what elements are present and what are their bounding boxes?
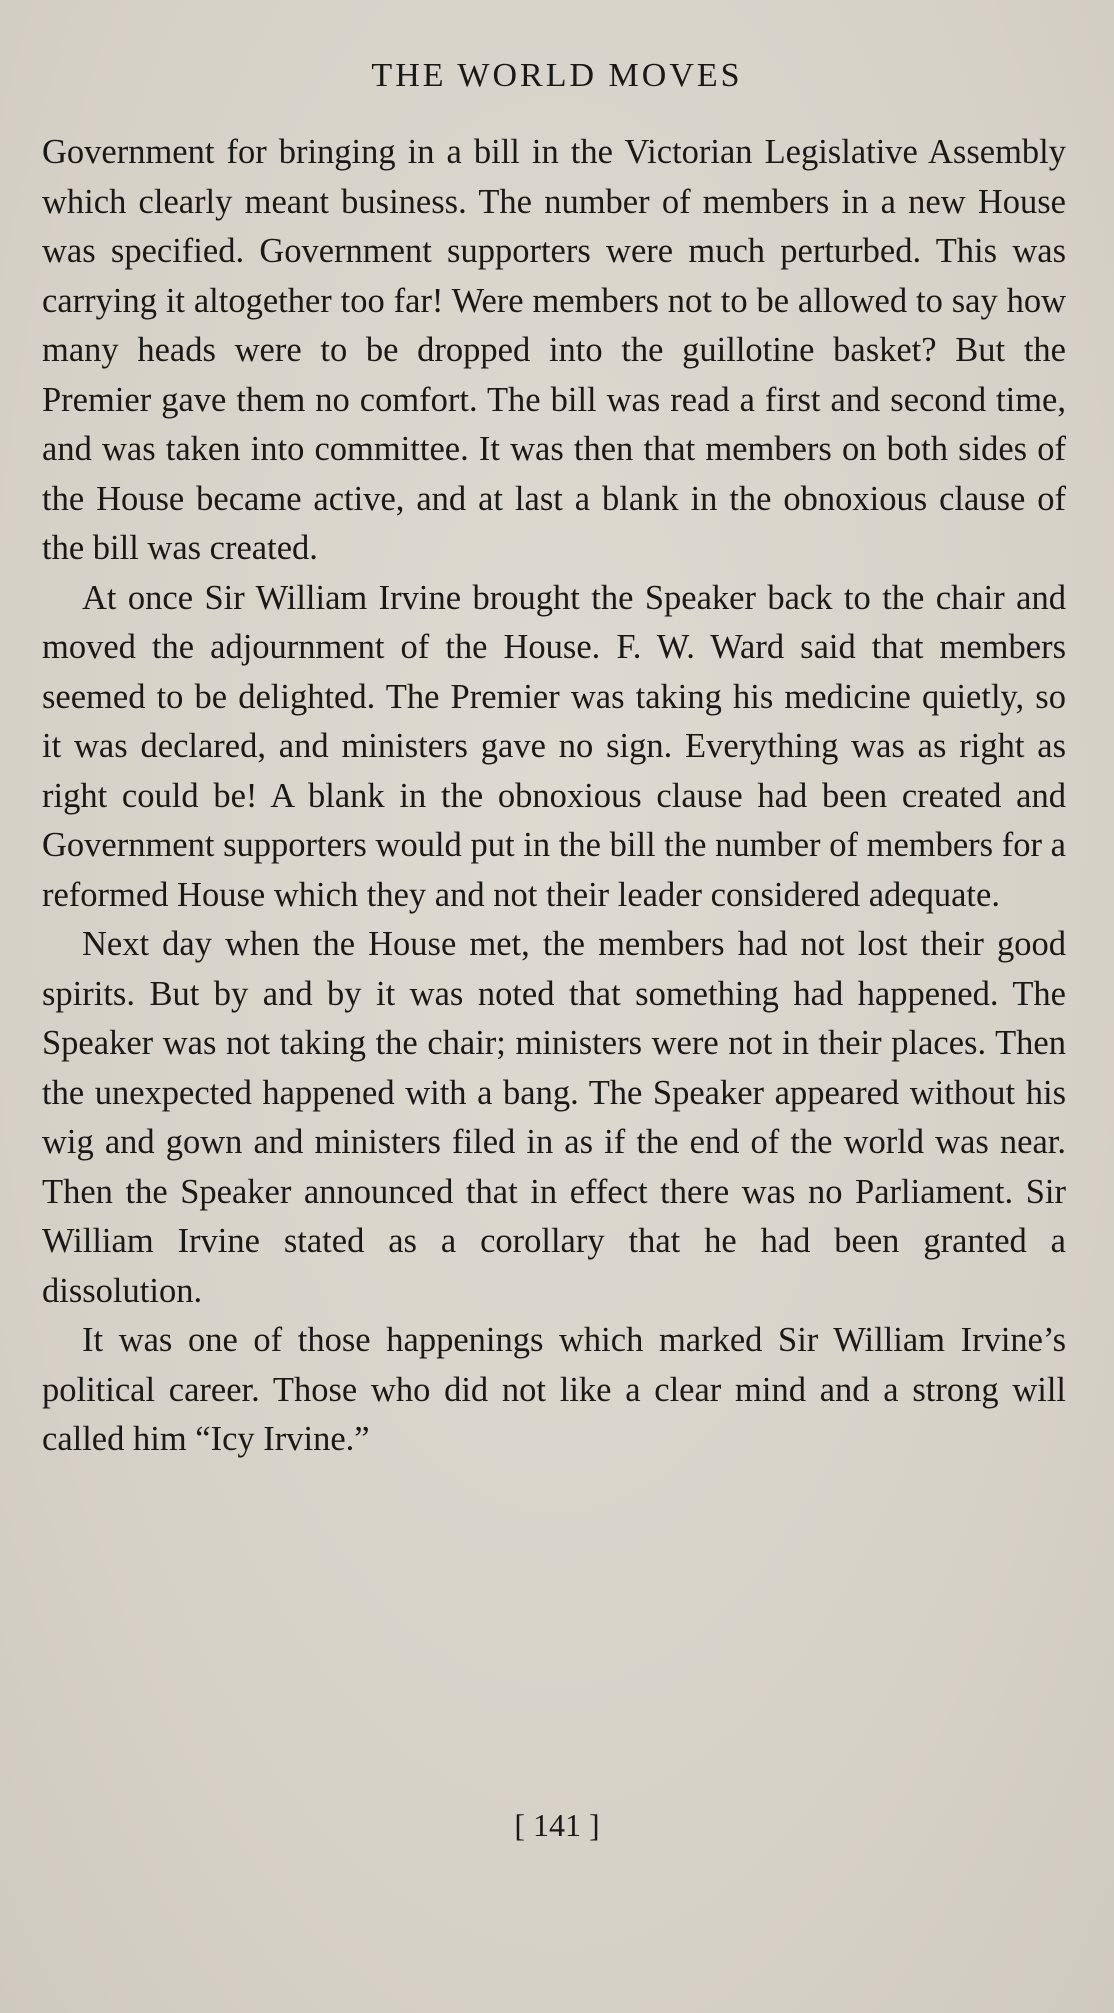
paragraph-1: Government for bringing in a bill in the Victorian Legislative Assembly which clearly meant business. The number of members in a new House was specified. Government supporters were much perturbed. This was carrying it altogether too far! Were members not to be allowed to say how many heads were to be dropped into the guillotine basket? But the Premier gave them no comfort. The bill was read a first and second time, and was taken into committee. It was then that members on both sides of the House became active, and at last a blank in the obnoxious clause of the bill was created. [42, 133, 1066, 567]
body-text [42, 128, 1066, 1465]
running-head: THE WORLD MOVES [371, 57, 743, 94]
paragraph-3: Next day when the House met, the members had not lost their good spirits. But by and by it was noted that something had happened. The Speaker was not taking the chair; ministers were not in their places. Then the unexpected happened with a bang. The Speaker appeared without his wig and gown and ministers filed in as if the end of the world was near. Then the Speaker announced that in effect there was no Parliament. Sir William Irvine stated as a corollary that he had been granted a dissolution. [42, 925, 1066, 1310]
paragraph-2: At once Sir William Irvine brought the Speaker back to the chair and moved the adjournment of the House. F. W. Ward said that members seemed to be delighted. The Premier was taking his medicine quietly, so it was declared, and ministers gave no sign. Everything was as right as right could be! A blank in the obnoxious clause had been created and Government supporters would put in the bill the number of members for a reformed House which they and not their leader considered adequate. [42, 578, 1066, 914]
page-number: [ 141 ] [514, 1807, 600, 1843]
paragraph-4: It was one of those happenings which marked Sir William Irvine’s political career. Those who did not like a clear mind and a strong will called him “Icy Irvine.” [42, 1321, 1066, 1458]
